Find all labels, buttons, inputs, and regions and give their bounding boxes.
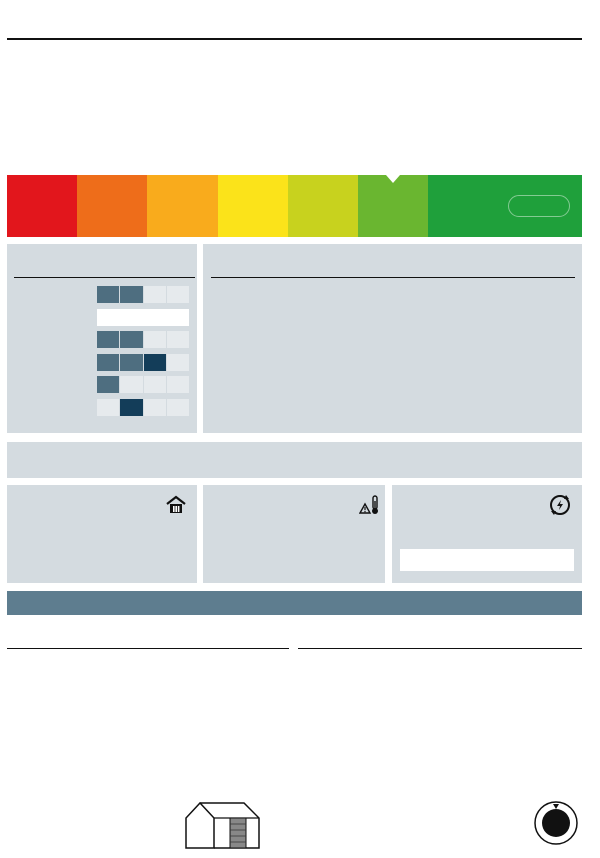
isolation-rating [97,331,189,348]
heat-demand-box [7,485,197,583]
isolation-rating [97,286,189,303]
installations-rule [211,277,575,278]
isolation-row [14,399,195,416]
isolation-rating-cell [97,331,119,348]
isolation-rating-cell [167,399,189,416]
house-heat-icon [165,494,187,516]
inspection-rule [298,648,582,649]
selected-class-pointer [386,175,400,183]
isolation-rating-cell [120,286,142,303]
isolation-rating-cell [97,354,119,371]
isolation-rating-cell [144,331,166,348]
a-plus-indicator [508,195,570,217]
explanation-banner [7,591,582,615]
scale-class-d [218,175,288,237]
renewable-value [400,549,574,571]
isolation-rating-cell [144,376,166,393]
installations-panel [203,244,582,433]
isolation-rating-cell [97,376,119,393]
isolation-row [14,331,195,348]
scale-class-f [77,175,147,237]
isolation-rating-cell [120,399,142,416]
isolation-row [14,376,195,393]
isolation-rating-cell [167,286,189,303]
epbd-logo-icon [533,800,579,846]
isolation-rating [97,354,189,371]
isolation-rating-cell [144,399,166,416]
isolation-rating [97,376,189,393]
isolation-rating-cell [120,376,142,393]
terraced-house-icon [184,800,262,850]
scale-class-g [7,175,77,237]
isolation-rating-cell [167,354,189,371]
isolation-panel [7,244,197,433]
isolation-row [14,354,195,371]
header-divider [7,38,582,40]
isolation-rating-cell [167,376,189,393]
isolation-rating-cell [120,331,142,348]
isolation-rating-cell [144,354,166,371]
isolation-rating-cell [97,399,119,416]
heating-banner [7,442,582,478]
isolation-rating-cell [167,331,189,348]
isolation-rating-cell [144,286,166,303]
isolation-rule [14,277,195,278]
isolation-not-applicable [97,309,189,326]
heat-demand-scale [15,547,189,569]
isolation-rating-cell [120,354,142,371]
isolation-row [14,286,195,303]
renewable-share-box [392,485,582,583]
isolation-row [14,309,195,326]
thermometer-warning-icon [359,494,381,516]
recycle-energy-icon [548,493,572,517]
scale-class-c [288,175,358,237]
about-home-rule [7,648,289,649]
scale-class-e [147,175,217,237]
isolation-rating [97,399,189,416]
isolation-rating-cell [97,286,119,303]
overheating-risk-box [203,485,385,583]
overheating-risk-scale [211,547,378,569]
scale-class-a [428,175,582,237]
scale-class-b [358,175,428,237]
energy-scale [7,175,582,237]
